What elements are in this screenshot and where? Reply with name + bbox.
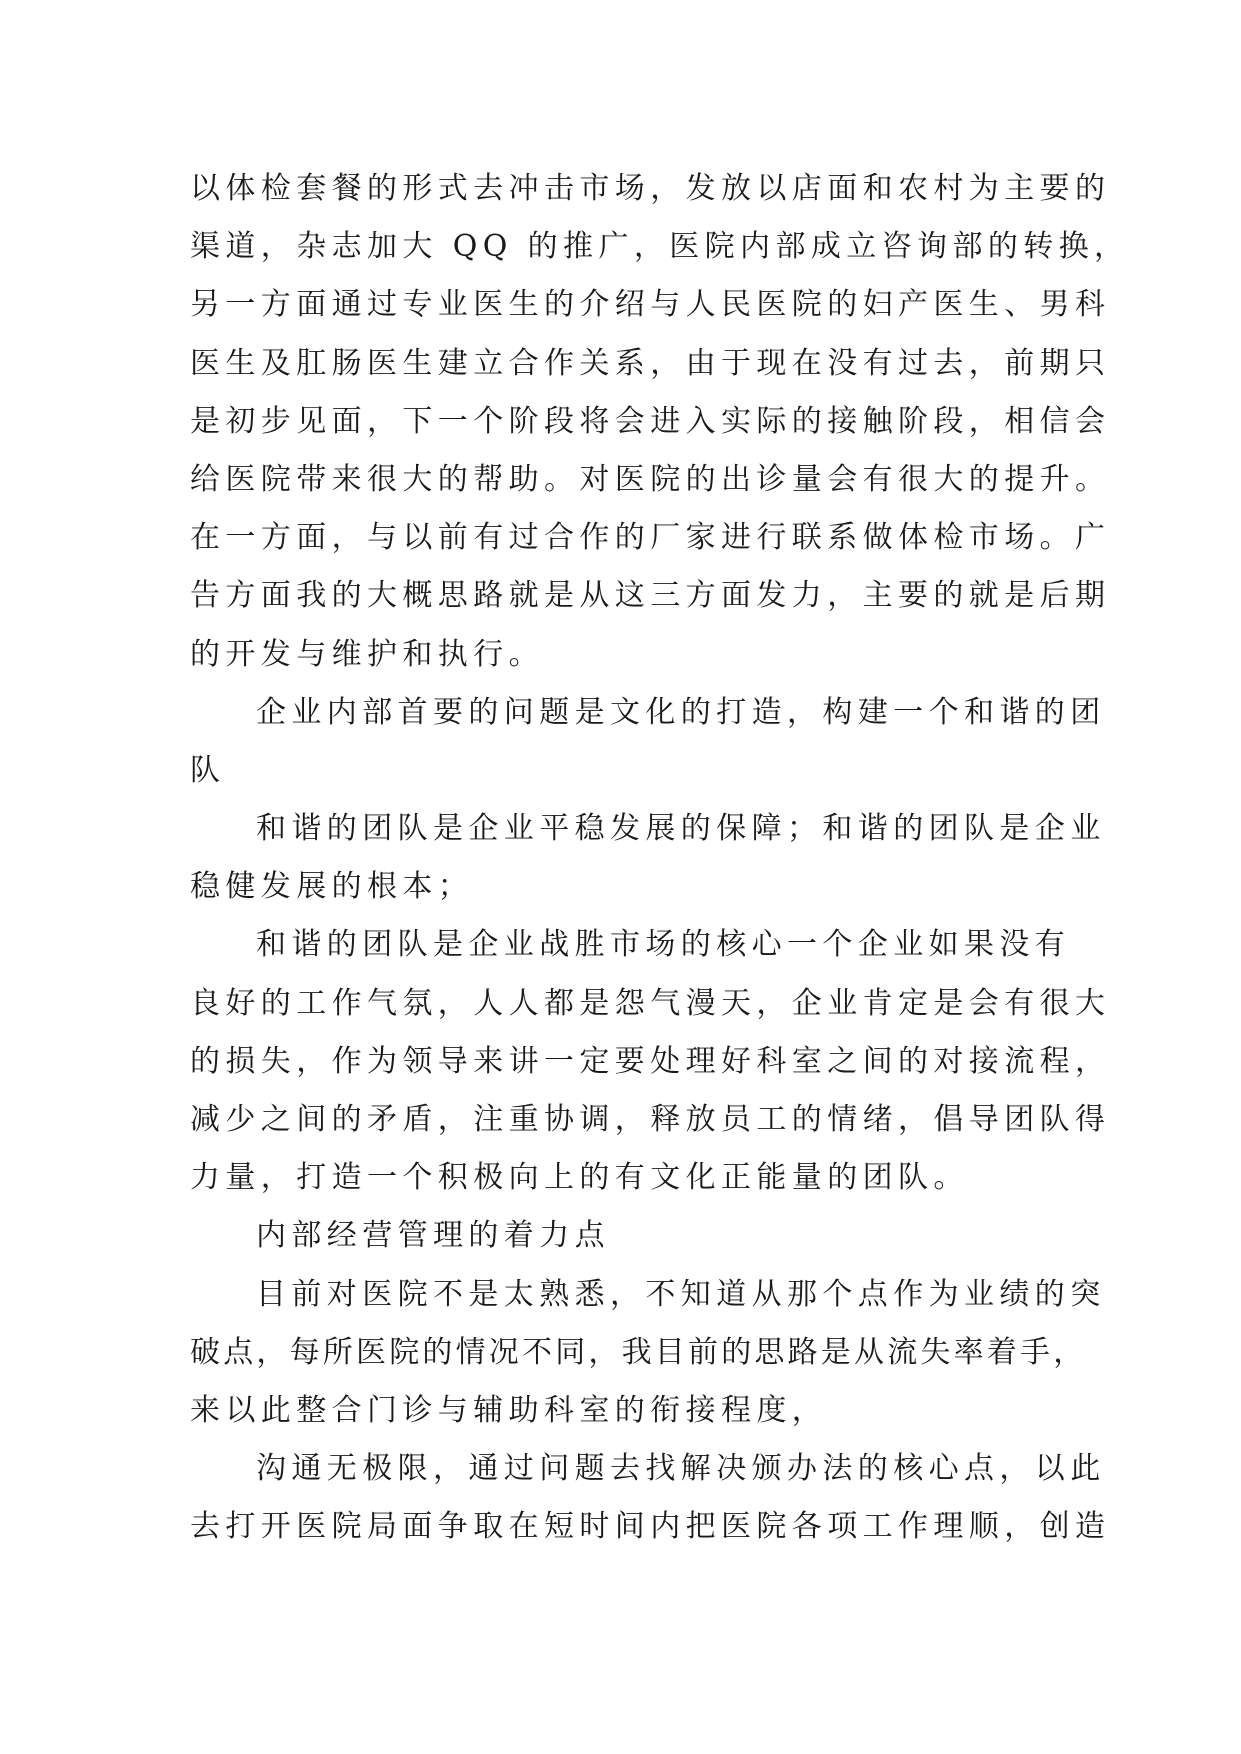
text-line: 在一方面，与以前有过合作的厂家进行联系做体检市场。广 [190, 520, 1111, 556]
text-line: 医生及肛肠医生建立合作关系，由于现在没有过去，前期只 [190, 345, 1111, 381]
text-line: 的损失，作为领导来讲一定要处理好科室之间的对接流程， [190, 1043, 1111, 1079]
text-line: 力量，打造一个积极向上的有文化正能量的团队。 [190, 1160, 969, 1196]
text-line: 的开发与维护和执行。 [190, 636, 544, 672]
text-line: 告方面我的大概思路就是从这三方面发力，主要的就是后期 [190, 578, 1111, 614]
text-line: 良好的工作气氛，人人都是怨气漫天，企业肯定是会有很大 [190, 985, 1111, 1021]
text-line: 是初步见面，下一个阶段将会进入实际的接触阶段，相信会 [190, 403, 1111, 439]
text-line: 破点，每所医院的情况不同，我目前的思路是从流失率着手， [190, 1334, 1087, 1370]
text-line: 另一方面通过专业医生的介绍与人民医院的妇产医生、男科 [190, 287, 1111, 323]
text-line: 渠道，杂志加大 QQ 的推广，医院内部成立咨询部的转换， [190, 229, 1130, 265]
section-heading-line: 企业内部首要的问题是文化的打造，构建一个和谐的团 [256, 694, 1106, 730]
text-line: 减少之间的矛盾，注重协调，释放员工的情绪，倡导团队得 [190, 1102, 1111, 1137]
text-line: 和谐的团队是企业平稳发展的保障；和谐的团队是企业 [256, 811, 1106, 847]
text-line: 稳健发展的根本； [190, 869, 474, 905]
text-line: 和谐的团队是企业战胜市场的核心一个企业如果没有 [256, 927, 1071, 963]
text-line: 以体检套餐的形式去冲击市场，发放以店面和农村为主要的 [190, 171, 1111, 206]
section-heading-line: 内部经营管理的着力点 [256, 1218, 610, 1254]
text-line: 目前对医院不是太熟悉，不知道从那个点作为业绩的突 [256, 1276, 1106, 1312]
text-line: 去打开医院局面争取在短时间内把医院各项工作理顺，创造 [190, 1509, 1111, 1545]
text-line: 给医院带来很大的帮助。对医院的出诊量会有很大的提升。 [190, 461, 1111, 497]
text-line: 来以此整合门诊与辅助科室的衔接程度， [190, 1392, 828, 1428]
text-line: 沟通无极限，通过问题去找解决颁办法的核心点，以此 [256, 1451, 1106, 1487]
document-body [190, 160, 1130, 1557]
section-heading-line: 队 [190, 752, 226, 788]
